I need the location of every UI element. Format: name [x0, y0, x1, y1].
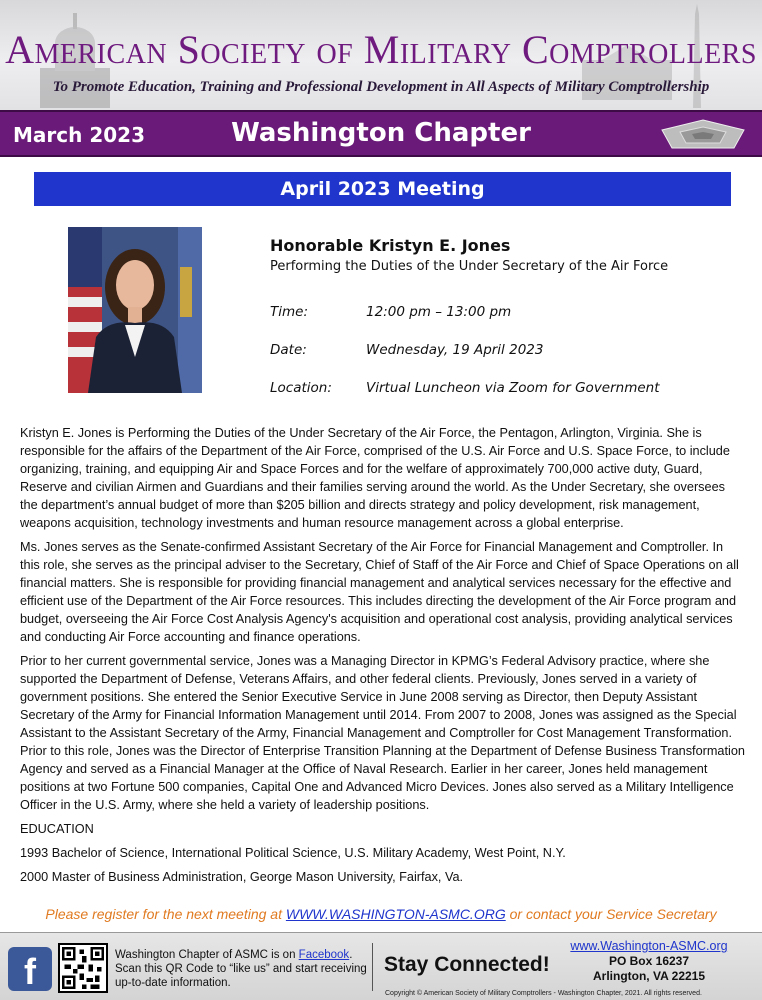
education-item-2: 2000 Master of Business Administration, George Mason University, Fairfax, Va. — [20, 870, 464, 884]
bio-paragraph-3: Prior to her current governmental service, Jones was a Managing Director in KPMG’s Federal Advisory practice, where she supported the Department of Defense, Veterans Affairs, and other federal clients. Previously, Jones served in a variety of government positions. She entered the Senior Executive Service in June 2008 serving as Director, then Deputy Assistant Secretary of the Army for Financial Information Management until 2014. From 2007 to 2008, Jones was assigned as the Special Assistant to the Assistant Secretary of the Army, Financial Management and Comptroller for Cost Management Transformation. Prior to this role, Jones was the Director of Enterprise Transition Planning at the Department of Defense Business Transformation Agency and served as a Financial Manager at the Office of Naval Research. Earlier in her career, Jones held management positions at two Fortune 500 companies, Capital One and Advanced Micro Devices. Jones also served as a Military Intelligence Officer in the U.S. Army, where she held a variety of leadership positions. — [20, 654, 745, 812]
footer — [0, 932, 762, 1000]
footer-divider — [372, 943, 373, 991]
bio-body — [20, 424, 746, 892]
facebook-note-prefix: Washington Chapter of ASMC is on — [115, 949, 296, 961]
education-item-1: 1993 Bachelor of Science, International Political Science, U.S. Military Academy, West Point, N.Y. — [20, 846, 566, 860]
issue-date: March 2023 — [13, 123, 145, 147]
date-label: Date: — [270, 342, 307, 358]
facebook-icon[interactable]: f — [8, 947, 52, 991]
register-suffix: or contact your Service Secretary — [509, 906, 717, 922]
time-label: Time: — [270, 304, 309, 320]
meeting-title-bar: April 2023 Meeting — [34, 172, 731, 206]
facebook-note-suffix: . Scan this QR Code to “like us” and start receiving up-to-date information. — [115, 949, 367, 989]
pentagon-icon — [658, 118, 748, 150]
date-value: Wednesday, 19 April 2023 — [366, 342, 544, 358]
education-heading: EDUCATION — [20, 822, 94, 836]
location-value: Virtual Luncheon via Zoom for Government — [366, 380, 660, 396]
stay-connected: Stay Connected! — [384, 953, 550, 976]
copyright: Copyright © American Society of Military Comptrollers - Washington Chapter, 2021. All rights reserved. — [385, 990, 702, 997]
register-prefix: Please register for the next meeting at — [45, 906, 282, 922]
qr-code-icon — [58, 943, 108, 993]
register-link[interactable]: WWW.WASHINGTON-ASMC.ORG — [285, 906, 506, 922]
contact-block — [558, 939, 740, 984]
speaker-role: Performing the Duties of the Under Secretary of the Air Force — [270, 259, 669, 274]
facebook-note — [115, 948, 370, 990]
speaker-photo — [68, 227, 202, 393]
banner — [0, 0, 762, 110]
chapter-title: Washington Chapter — [231, 118, 531, 148]
po-box: PO Box 16237 — [608, 954, 690, 968]
society-title: American Society of Military Comptrollers — [5, 27, 757, 72]
facebook-link[interactable]: Facebook — [298, 949, 350, 961]
website-link[interactable]: www.Washington-ASMC.org — [570, 939, 728, 953]
city-address: Arlington, VA 22215 — [592, 969, 706, 983]
bio-paragraph-1: Kristyn E. Jones is Performing the Duties of the Under Secretary of the Air Force, the Pentagon, Arlington, Virginia. She is responsible for the affairs of the Department of the Air Force, comprised of the U.S. Air Force and U.S. Space Force, to include organizing, training, and equipping Air and Space Forces and for the welfare of approximately 700,000 active duty, Guard, Reserve and civilian Airmen and Guardians and their families serving around the world. As the Under Secretary, she oversees the department’s annual budget of more than $205 billion and directs strategy and policy development, risk management, weapons acquisition, technology investments and human resource management across a global enterprise. — [20, 426, 730, 530]
time-value: 12:00 pm – 13:00 pm — [366, 304, 512, 320]
bio-paragraph-2: Ms. Jones serves as the Senate-confirmed Assistant Secretary of the Air Force for Financial Management and Comptroller. In this role, she serves as the principal adviser to the Secretary, Chief of Staff of the Air Force and Chief of Space Operations on all financial matters. She is responsible for providing financial management and analytical services necessary for the effective and efficient use of the Department of the Air Force resources. This includes directing the development of the Air Force program and budget, overseeing the Air Force Cost Analysis Agency's acquisition and operational cost analysis, providing analytical services and conducting Air Force accounting and finance operations. — [20, 540, 739, 644]
society-tagline: To Promote Education, Training and Professional Development in All Aspects of Military Comptrollership — [52, 79, 710, 95]
speaker-name: Honorable Kristyn E. Jones — [270, 236, 511, 255]
location-label: Location: — [270, 380, 332, 396]
register-note — [0, 906, 762, 922]
chapter-header — [0, 110, 762, 157]
